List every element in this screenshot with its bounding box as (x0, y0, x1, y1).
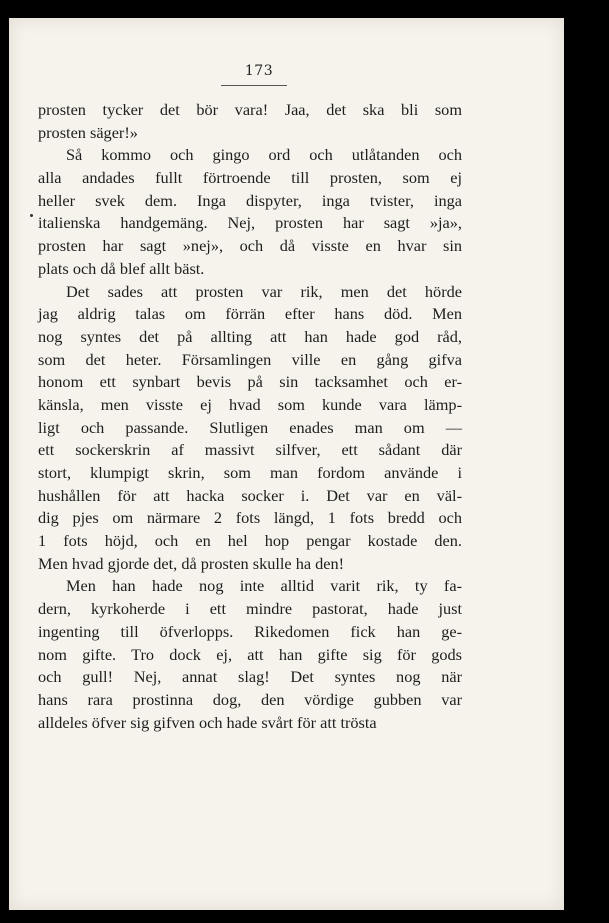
text-line: och gull! Nej, annat slag! Det syntes nog när (38, 667, 462, 687)
text-line: Men han hade nog inte alltid varit rik, ty fa- (66, 576, 462, 596)
text-line: plats och då blef allt bäst. (38, 258, 205, 278)
text-line: nog syntes det på allting att han hade god råd, (38, 326, 462, 346)
text-line: ligt och passande. Slutligen enades man om — (38, 417, 462, 437)
margin-mark (30, 214, 33, 217)
text-line: heller svek dem. Inga dispyter, inga tvister, inga (38, 190, 462, 210)
text-line: ett sockerskrin af massivt silfver, ett sådant där (38, 440, 462, 460)
text-line: honom ett synbart bevis på sin tacksamhet och er- (38, 372, 462, 392)
text-line: känsla, men visste ej hvad som kunde vara lämp- (38, 394, 462, 414)
text-line: dern, kyrkoherde i ett mindre pastorat, hade just (38, 599, 462, 619)
text-line: italienska handgemäng. Nej, prosten har sagt »ja», (38, 213, 462, 233)
text-line: alldeles öfver sig gifven och hade svårt för att trösta (38, 712, 377, 732)
text-line: jag aldrig talas om förrän efter hans död. Men (38, 304, 462, 324)
body-text (38, 99, 462, 734)
book-page (9, 18, 564, 910)
text-line: ingenting till öfverlopps. Rikedomen fick han ge- (38, 621, 462, 641)
text-line: prosten har sagt »nej», och då visste en hvar sin (38, 236, 462, 256)
text-line: stort, klumpigt skrin, som man fordom använde i (38, 463, 462, 482)
text-line: Så kommo och gingo ord och utlåtanden och (66, 145, 462, 165)
page-number: 173 (244, 63, 274, 79)
text-line: hushållen för att hacka socker i. Det var en väl- (38, 485, 462, 505)
text-line: hans rara prostinna dog, den vördige gubben var (38, 689, 462, 709)
text-line: prosten säger!» (38, 122, 138, 142)
text-line: prosten tycker det bör vara! Jaa, det ska bli som (38, 100, 462, 119)
text-line: dig pjes om närmare 2 fots längd, 1 fots bredd och (38, 508, 462, 528)
text-line: som det heter. Församlingen ville en gång gifva (38, 349, 462, 369)
text-line: alla andades fullt förtroende till prosten, som ej (38, 168, 462, 188)
text-line: Men hvad gjorde det, då prosten skulle ha den! (38, 553, 345, 573)
text-line: nom gifte. Tro dock ej, att han gifte sig för gods (38, 644, 462, 664)
page-number-rule (221, 85, 287, 86)
text-line: Det sades att prosten var rik, men det hörde (66, 281, 462, 301)
text-line: 1 fots höjd, och en hel hop pengar kostade den. (38, 531, 462, 551)
